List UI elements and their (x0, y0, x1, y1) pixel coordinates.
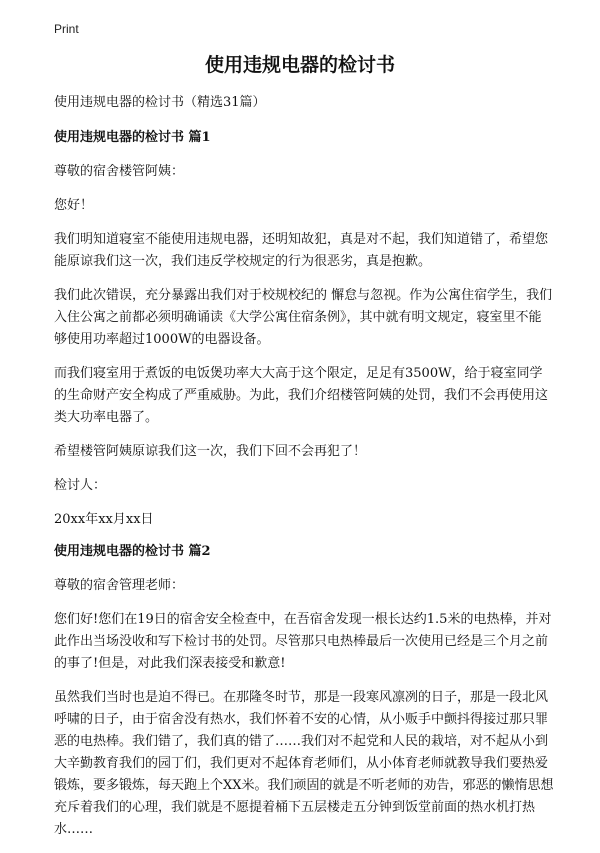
paragraph-2-1: 您们好!您们在19日的宿舍安全检查中，在吾宿舍发现一根长达约1.5米的电热棒，并对此作出当场没收和写下检讨书的处罚。尽管那只电热棒最后一次使用已经是三个月之前的事了!但是，对此我们深表接受和歉意! (54, 612, 552, 671)
signature-1: 检讨人： (54, 478, 107, 493)
paragraph-1-4: 希望楼管阿姨原谅我们这一次，我们下回不会再犯了！ (54, 444, 367, 459)
date-1: 20xx年xx月xx日 (54, 512, 154, 527)
paragraph-1-1: 我们明知道寝室不能使用违规电器，还明知故犯，真是对不起，我们知道错了，希望您能原谅我们这一次，我们违反学校规定的行为很恶劣，真是抱歉。 (54, 232, 549, 269)
paragraph-1-3: 而我们寝室用于煮饭的电饭煲功率大大高于这个限定，足足有3500W，给于寝室同学的生命财产安全构成了严重威胁。为此，我们介绍楼管阿姨的处罚，我们不会再使用这类大功率电器了。 (54, 366, 549, 425)
page-title: 使用违规电器的检讨书 (204, 54, 395, 76)
section-heading-2: 使用违规电器的检讨书 篇2 (54, 544, 211, 559)
greeting-1: 您好！ (54, 198, 94, 213)
paragraph-2-2: 虽然我们当时也是迫不得已。在那隆冬时节，那是一段寒风凛冽的日子，那是一段北风呼啸的日子，由于宿舍没有热水，我们怀着不安的心情，从小贩手中颤抖得接过那只罪恶的电热棒。我们错了，我们真的错了……我们对不起党和人民的栽培，对不起从小到大辛勤教育我们的园丁们，我们更对不起体育老师们，从小体育老师就教导我们要热爱锻炼，要多锻炼，每天跑上个XX米。我们顽固的就是不听老师的劝告，邪恶的懒惰思想充斥着我们的心理，我们就是不愿提着桶下五层楼走五分钟到饭堂前面的热水机打热水…… (54, 690, 554, 837)
section-heading-1: 使用违规电器的检讨书 篇1 (54, 130, 211, 145)
document-body (54, 92, 554, 853)
paragraph-1-2: 我们此次错误，充分暴露出我们对于校规校纪的 懈怠与忽视。作为公寓住宿学生，我们入住公寓之前都必须明确诵读《大学公寓住宿条例》，其中就有明文规定，寝室里不能够使用功率超过1000W的电器设备。 (54, 288, 553, 347)
document-subtitle: 使用违规电器的检讨书（精选31篇） (54, 95, 266, 110)
salutation-2: 尊敬的宿舍管理老师： (54, 578, 185, 593)
print-label[interactable]: Print (54, 22, 79, 36)
salutation-1: 尊敬的宿舍楼管阿姨： (54, 164, 185, 179)
